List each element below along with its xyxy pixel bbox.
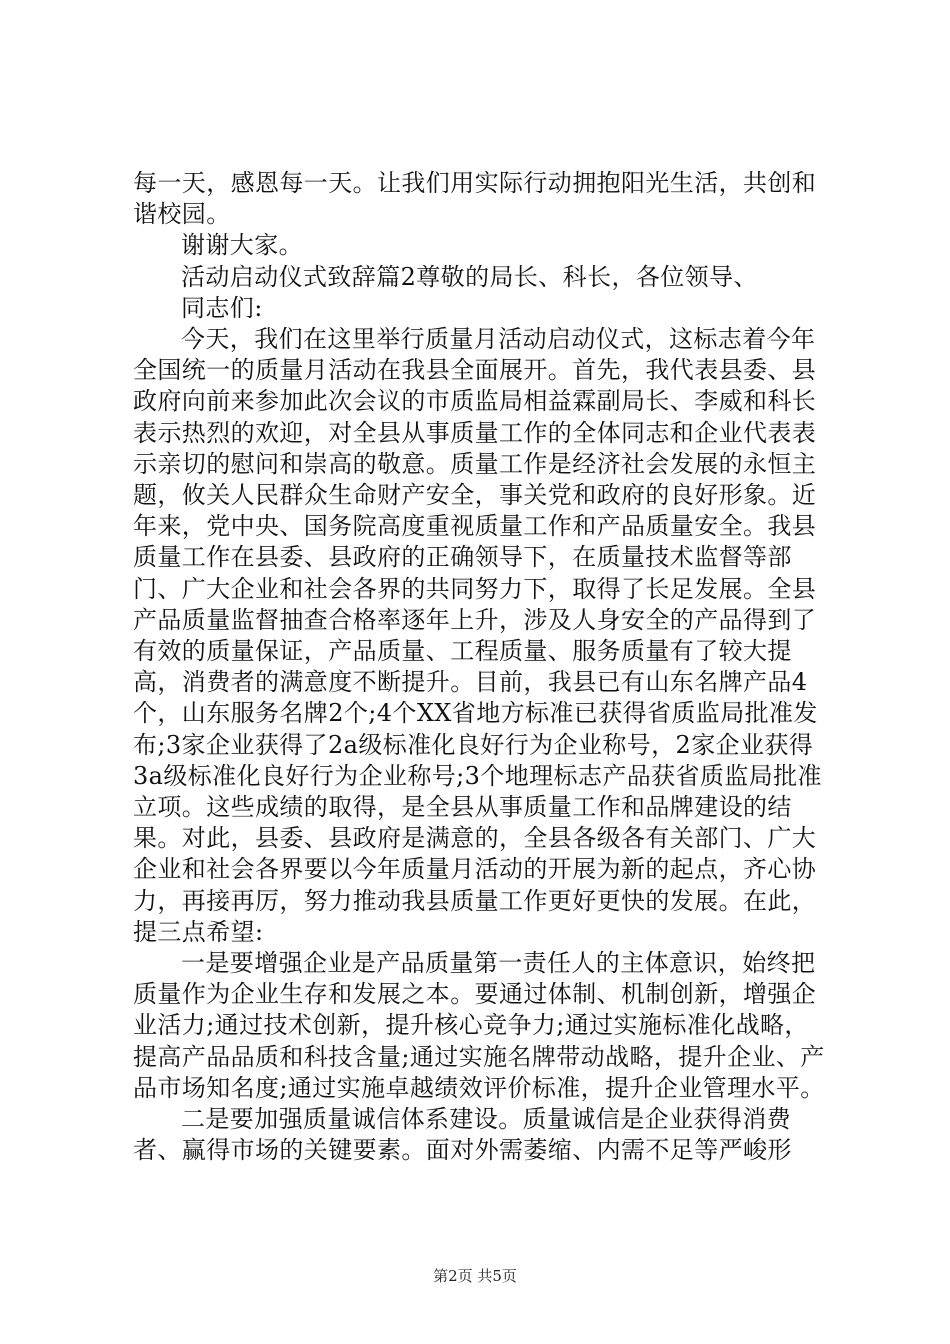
document-body (133, 168, 833, 1167)
paragraph-introduction: 今天，我们在这里举行质量月活动启动仪式，这标志着今年全国统一的质量月活动在我县全面展开。首先，我代表县委、县政府向前来参加此次会议的市质监局相益霖副局长、李威和科长表示热烈的欢迎，对全县从事质量工作的全体同志和企业代表表示亲切的慰问和崇高的敬意。质量工作是经济社会发展的永恒主题，攸关人民群众生命财产安全，事关党和政府的良好形象。近年来，党中央、国务院高度重视质量工作和产品质量安全。我县质量工作在县委、县政府的正确领导下，在质量技术监督等部门、广大企业和社会各界的共同努力下，取得了长足发展。全县产品质量监督抽查合格率逐年上升，涉及人身安全的产品得到了有效的质量保证，产品质量、工程质量、服务质量有了较大提高，消费者的满意度不断提升。目前，我县已有山东名牌产品4个，山东服务名牌2个;4个XX省地方标准已获得省质监局批准发布;3家企业获得了2a级标准化良好行为企业称号，2家企业获得3a级标准化良好行为企业称号;3个地理标志产品获省质监局批准立项。这些成绩的取得，是全县从事质量工作和品牌建设的结果。对此，县委、县政府是满意的，全县各级各有关部门、广大企业和社会各界要以今年质量月活动的开展为新的起点，齐心协力，再接再厉，努力推动我县质量工作更好更快的发展。在此，提三点希望: (133, 325, 822, 946)
paragraph-thanks: 谢谢大家。 (181, 231, 303, 260)
page-footer: 第2页 共5页 (433, 1267, 517, 1285)
paragraph-speech-title: 活动启动仪式致辞篇2尊敬的局长、科长，各位领导、 (181, 262, 758, 291)
paragraph-hope-one: 一是要增强企业是产品质量第一责任人的主体意识，始终把质量作为企业生存和发展之本。要通过体制、机制创新，增强企业活力;通过技术创新，提升核心竞争力;通过实施标准化战略，提高产品品质和科技含量;通过实施名牌带动战略，提升企业、产品市场知名度;通过实施卓越绩效评价标准，提升企业管理水平。 (133, 949, 825, 1102)
paragraph-closing-line: 每一天，感恩每一天。让我们用实际行动拥抱阳光生活，共创和谐校园。 (133, 169, 817, 229)
paragraph-salutation: 同志们: (181, 293, 263, 322)
paragraph-hope-two: 二是要加强质量诚信体系建设。质量诚信是企业获得消费者、赢得市场的关键要素。面对外需萎缩、内需不足等严峻形 (133, 1105, 792, 1165)
